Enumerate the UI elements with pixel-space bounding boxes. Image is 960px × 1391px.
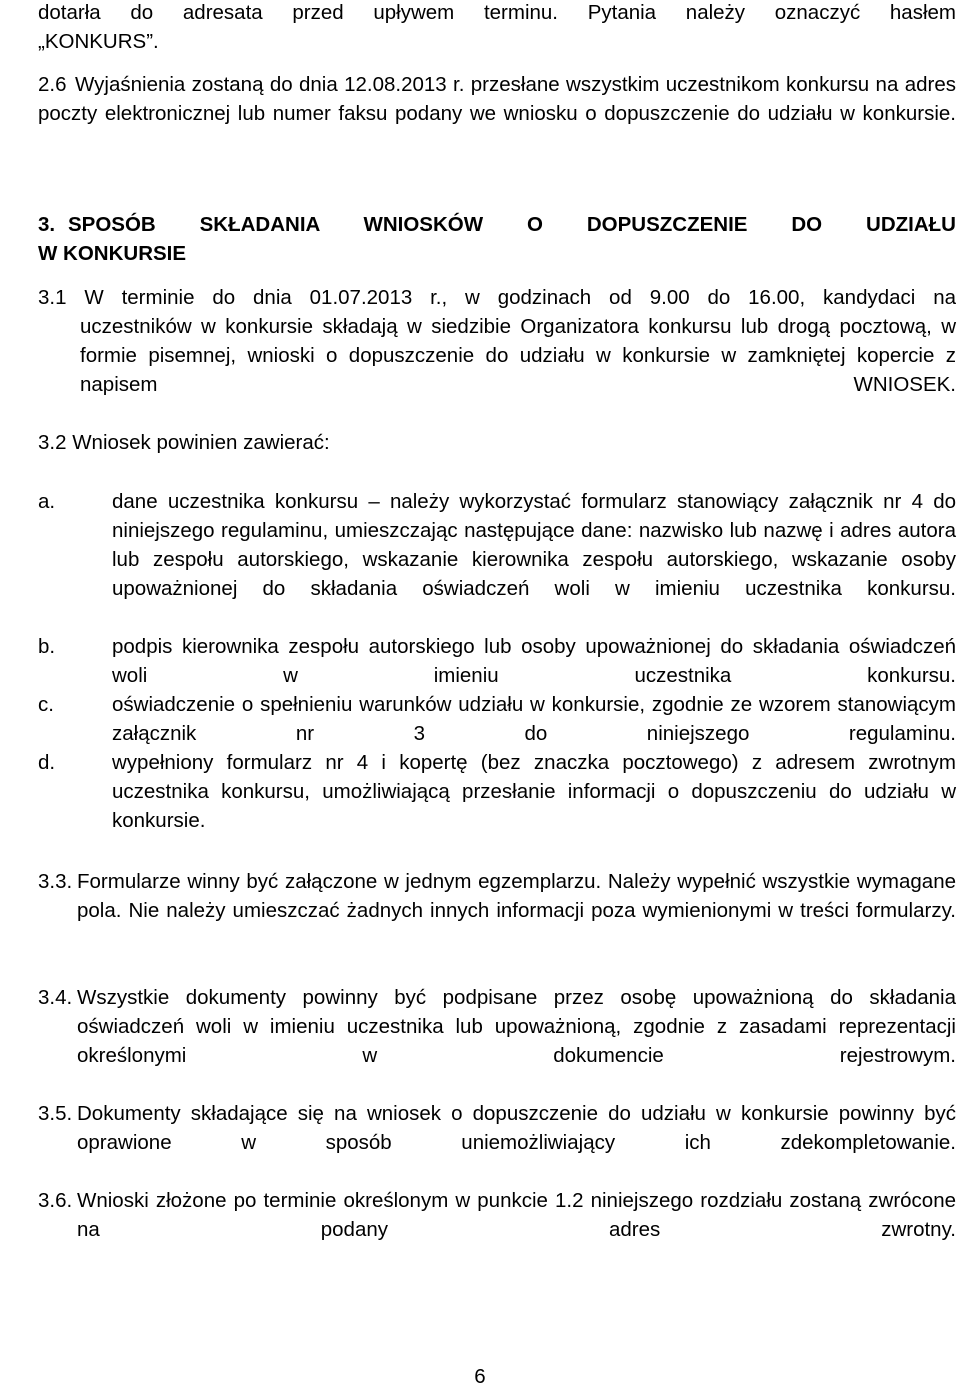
point-3-5-number: 3.5. <box>38 1102 73 1125</box>
item-c-text: oświadczenie o spełnieniu warunków udziału w konkursie, zgodnie ze wzorem stanowiącym załącznik nr 3 do niniejszego regulaminu. <box>112 693 956 745</box>
point-3-6-text: Wnioski złożone po terminie określonym w punkcie 1.2 niniejszego rozdziału zostaną zwrócone na podany adres zwrotny. <box>77 1189 956 1241</box>
item-b-label: b. <box>38 635 56 658</box>
point-3-2-text: 3.2 Wniosek powinien zawierać: <box>38 431 330 454</box>
point-3-1-text: uczestników w konkursie składają w siedzibie Organizatora konkursu lub drogą pocztową, w formie pisemnej, wnioski o dopuszczenie do udziału w konkursie w zamkniętej kopercie z napisem WNIOSEK. <box>80 315 956 396</box>
point-2-6-number: 2.6 <box>38 73 67 96</box>
section-3-number: 3. <box>38 213 56 236</box>
item-d-label: d. <box>38 751 56 774</box>
point-3-4-number: 3.4. <box>38 986 73 1009</box>
point-3-3-text: Formularze winny być załączone w jednym egzemplarzu. Należy wypełnić wszystkie wymagane pola. Nie należy umieszczać żadnych innych informacji poza wymienionymi w treści formularzy. <box>77 870 956 922</box>
section-3-heading-line-2: W KONKURSIE <box>38 242 187 265</box>
point-3-1-first-line: 3.1 W terminie do dnia 01.07.2013 r., w godzinach od 9.00 do 16.00, kandydaci na <box>38 286 956 309</box>
point-3-5-text: Dokumenty składające się na wniosek o dopuszczenie do udziału w konkursie powinny być oprawione w sposób uniemożliwiający ich zdekompletowanie. <box>77 1102 956 1154</box>
item-b-text: podpis kierownika zespołu autorskiego lub osoby upoważnionej do składania oświadczeń woli w imieniu uczestnika konkursu. <box>112 635 956 687</box>
point-3-3-number: 3.3. <box>38 870 73 893</box>
item-a-label: a. <box>38 490 56 513</box>
point-2-6-text: Wyjaśnienia zostaną do dnia 12.08.2013 r. przesłane wszystkim uczestnikom konkursu na adres poczty elektronicznej lub numer faksu podany we wniosku o dopuszczenie do udziału w konkursie. <box>38 73 956 125</box>
section-3-heading-line-1: SPOSÓB SKŁADANIA WNIOSKÓW O DOPUSZCZENIE DO UDZIAŁU <box>68 213 956 236</box>
continuation-line-2: „KONKURS”. <box>38 30 159 53</box>
item-a-text: dane uczestnika konkursu – należy wykorzystać formularz stanowiący załącznik nr 4 do niniejszego regulaminu, umieszczając następujące dane: nazwisko lub nazwę i adres autora lub zespołu autorskiego, wskazanie kierownika zespołu autorskiego, wskazanie osoby upoważnionej do składania oświadczeń woli w imieniu uczestnika konkursu. <box>112 490 956 600</box>
point-3-6-number: 3.6. <box>38 1189 73 1212</box>
page-number: 6 <box>474 1365 486 1388</box>
item-c-label: c. <box>38 693 54 716</box>
item-d-text: wypełniony formularz nr 4 i kopertę (bez znaczka pocztowego) z adresem zwrotnym uczestnika konkursu, umożliwiającą przesłanie informacji o dopuszczeniu do udziału w konkursie. <box>112 751 956 832</box>
point-3-4-text: Wszystkie dokumenty powinny być podpisane przez osobę upoważnioną do składania oświadczeń woli w imieniu uczestnika lub upoważnioną, zgodnie z zasadami reprezentacji określonymi w dokumencie rejestrowym. <box>77 986 956 1067</box>
continuation-line-1: dotarła do adresata przed upływem terminu. Pytania należy oznaczyć hasłem <box>38 1 956 24</box>
